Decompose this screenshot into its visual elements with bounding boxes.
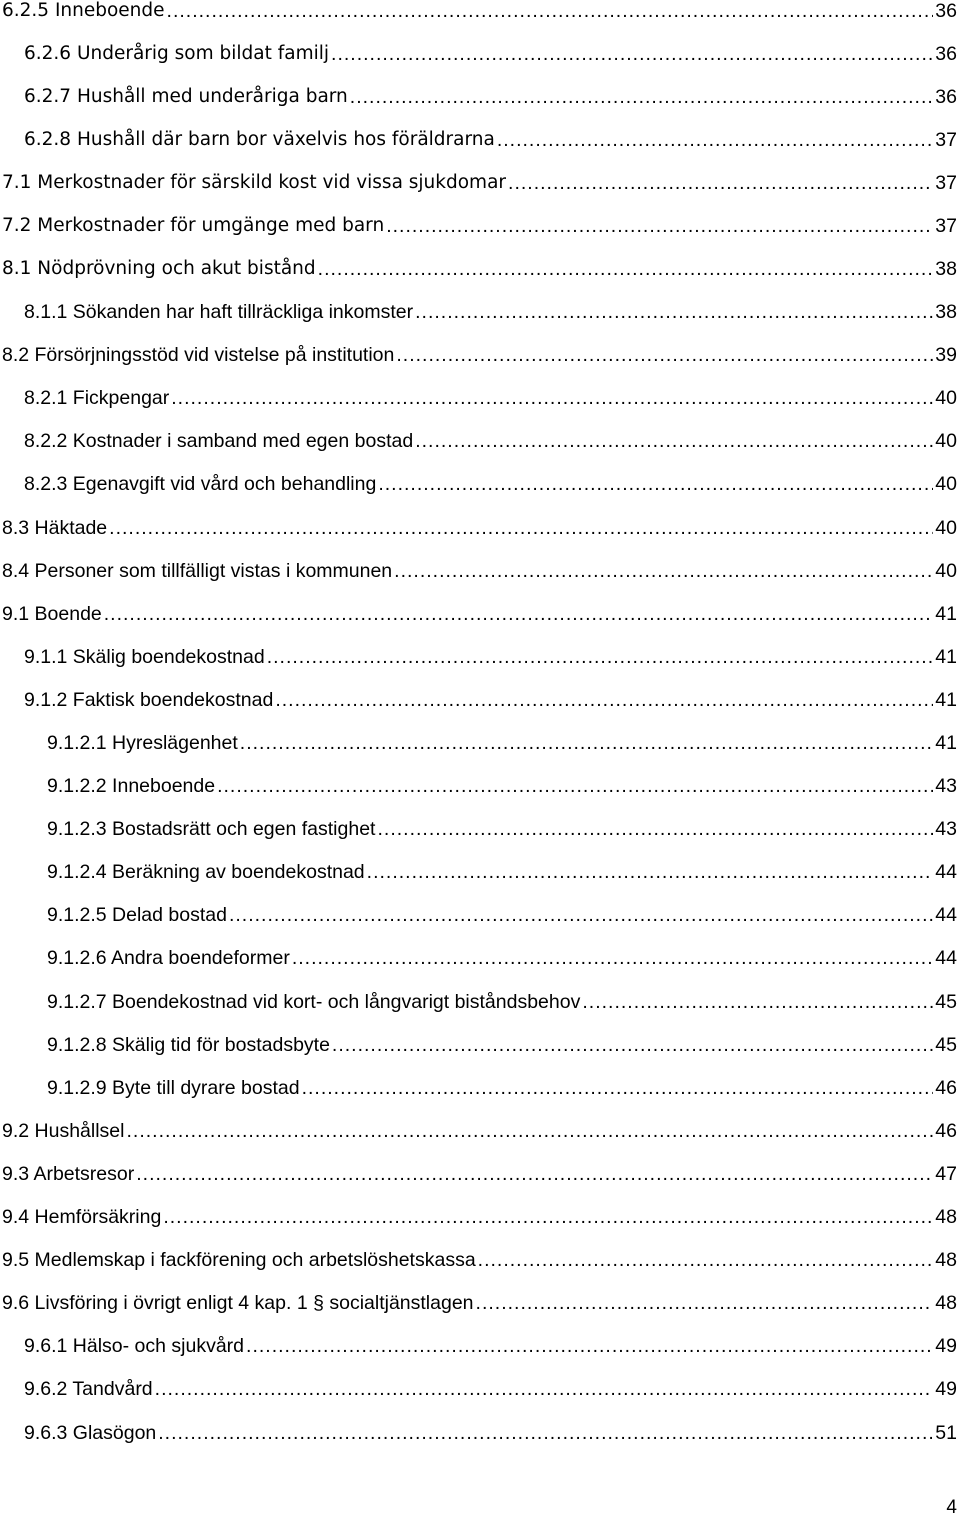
toc-entry-page: 46: [935, 1077, 957, 1099]
toc-entry-page: 44: [935, 861, 957, 883]
toc-entry-title: 7.2 Merkostnader för umgänge med barn: [2, 215, 385, 236]
toc-entry[interactable]: [47, 945, 957, 971]
toc-dot-leader: [126, 1118, 933, 1144]
toc-entry-page: 48: [935, 1249, 957, 1271]
toc-entry-title: 6.2.7 Hushåll med underåriga barn: [24, 86, 348, 107]
toc-entry-title: 9.1.2.7 Boendekostnad vid kort- och långvarigt biståndsbehov: [47, 991, 581, 1013]
toc-entry[interactable]: [2, 1290, 957, 1316]
toc-entry[interactable]: [24, 127, 957, 153]
toc-entry[interactable]: [47, 1032, 957, 1058]
toc-entry-page: 40: [935, 560, 957, 582]
toc-entry[interactable]: [2, 1247, 957, 1273]
toc-entry[interactable]: [2, 601, 957, 627]
toc-entry[interactable]: [24, 644, 957, 670]
toc-entry-page: 51: [935, 1422, 957, 1444]
toc-entry[interactable]: [24, 299, 957, 325]
toc-entry-title: 8.1.1 Sökanden har haft tillräckliga inkomster: [24, 301, 414, 323]
toc-dot-leader: [478, 1247, 934, 1273]
toc-entry-title: 9.6.2 Tandvård: [24, 1378, 153, 1400]
toc-dot-leader: [302, 1075, 934, 1101]
toc-dot-leader: [367, 859, 934, 885]
toc-entry-page: 41: [935, 603, 957, 625]
toc-entry-page: 43: [935, 775, 957, 797]
toc-entry[interactable]: [47, 773, 957, 799]
toc-entry[interactable]: [24, 41, 957, 67]
toc-entry-page: 40: [935, 387, 957, 409]
toc-entry[interactable]: [2, 1161, 957, 1187]
toc-entry-title: 8.3 Häktade: [2, 517, 108, 539]
toc-dot-leader: [217, 773, 933, 799]
toc-entry-title: 9.1.2.4 Beräkning av boendekostnad: [47, 861, 365, 883]
toc-entry[interactable]: [2, 1118, 957, 1144]
toc-entry-page: 43: [935, 818, 957, 840]
toc-dot-leader: [246, 1333, 933, 1359]
toc-dot-leader: [386, 213, 933, 239]
toc-dot-leader: [155, 1376, 934, 1402]
toc-entry-page: 48: [935, 1292, 957, 1314]
toc-dot-leader: [415, 428, 933, 454]
toc-entry-page: 40: [935, 430, 957, 452]
toc-entry-page: 47: [935, 1163, 957, 1185]
toc-entry-page: 41: [935, 689, 957, 711]
toc-dot-leader: [229, 902, 933, 928]
toc-entry-page: 37: [935, 129, 957, 151]
toc-entry-page: 40: [935, 473, 957, 495]
toc-dot-leader: [476, 1290, 934, 1316]
toc-entry-title: 8.2.3 Egenavgift vid vård och behandling: [24, 473, 377, 495]
toc-entry-title: 8.2.2 Kostnader i samband med egen bostad: [24, 430, 414, 452]
toc-dot-leader: [109, 515, 933, 541]
toc-entry-page: 49: [935, 1335, 957, 1357]
toc-entry-page: 36: [935, 43, 957, 65]
toc-entry-title: 9.1.2.2 Inneboende: [47, 775, 216, 797]
toc-entry[interactable]: [47, 730, 957, 756]
toc-dot-leader: [136, 1161, 933, 1187]
toc-entry[interactable]: [2, 342, 957, 368]
toc-entry[interactable]: [47, 1075, 957, 1101]
toc-entry-title: 8.1 Nödprövning och akut bistånd: [2, 258, 316, 279]
toc-dot-leader: [508, 170, 933, 196]
toc-entry-title: 6.2.5 Inneboende: [2, 0, 165, 21]
toc-entry[interactable]: [47, 816, 957, 842]
toc-entry-title: 8.4 Personer som tillfälligt vistas i kommunen: [2, 560, 393, 582]
toc-dot-leader: [396, 342, 933, 368]
toc-entry[interactable]: [2, 213, 957, 239]
toc-entry-title: 9.6.1 Hälso- och sjukvård: [24, 1335, 245, 1357]
toc-dot-leader: [167, 0, 934, 24]
toc-dot-leader: [378, 471, 933, 497]
toc-entry[interactable]: [24, 84, 957, 110]
toc-dot-leader: [171, 385, 933, 411]
toc-entry-page: 37: [935, 215, 957, 237]
toc-entry-page: 38: [935, 258, 957, 280]
toc-entry-title: 9.4 Hemförsäkring: [2, 1206, 162, 1228]
toc-entry[interactable]: [24, 1333, 957, 1359]
toc-entry-page: 44: [935, 904, 957, 926]
toc-dot-leader: [394, 558, 933, 584]
toc-entry-page: 39: [935, 344, 957, 366]
toc-entry-page: 38: [935, 301, 957, 323]
toc-dot-leader: [377, 816, 933, 842]
toc-entry-title: 9.1.2 Faktisk boendekostnad: [24, 689, 274, 711]
toc-entry-title: 9.5 Medlemskap i fackförening och arbetslöshetskassa: [2, 1249, 476, 1271]
toc-entry[interactable]: [24, 1376, 957, 1402]
toc-entry[interactable]: [2, 558, 957, 584]
toc-dot-leader: [240, 730, 934, 756]
toc-entry-title: 9.1 Boende: [2, 603, 102, 625]
toc-entry[interactable]: [47, 859, 957, 885]
toc-dot-leader: [332, 1032, 933, 1058]
toc-entry-page: 37: [935, 172, 957, 194]
toc-dot-leader: [582, 989, 933, 1015]
toc-entry-title: 8.2 Försörjningsstöd vid vistelse på institution: [2, 344, 395, 366]
toc-entry-title: 9.1.2.8 Skälig tid för bostadsbyte: [47, 1034, 330, 1056]
toc-entry[interactable]: [2, 1204, 957, 1230]
toc-dot-leader: [275, 687, 933, 713]
toc-entry-page: 45: [935, 991, 957, 1013]
toc-entry-page: 40: [935, 517, 957, 539]
toc-entry-title: 8.2.1 Fickpengar: [24, 387, 170, 409]
toc-entry[interactable]: [24, 385, 957, 411]
toc-dot-leader: [158, 1420, 933, 1446]
toc-entry[interactable]: [24, 471, 957, 497]
toc-entry[interactable]: [47, 902, 957, 928]
toc-entry-title: 9.1.1 Skälig boendekostnad: [24, 646, 265, 668]
toc-dot-leader: [497, 127, 933, 153]
toc-entry-title: 9.1.2.5 Delad bostad: [47, 904, 227, 926]
toc-dot-leader: [350, 84, 934, 110]
toc-dot-leader: [267, 644, 934, 670]
toc-entry[interactable]: [2, 170, 957, 196]
toc-entry[interactable]: [2, 256, 957, 282]
toc-entry-page: 49: [935, 1378, 957, 1400]
toc-entry-title: 9.1.2.6 Andra boendeformer: [47, 947, 290, 969]
toc-entry-title: 9.6 Livsföring i övrigt enligt 4 kap. 1 § socialtjänstlagen: [2, 1292, 474, 1314]
toc-entry-title: 9.1.2.3 Bostadsrätt och egen fastighet: [47, 818, 376, 840]
toc-entry-title: 7.1 Merkostnader för särskild kost vid vissa sjukdomar: [2, 172, 507, 193]
toc-entry[interactable]: [24, 428, 957, 454]
page-number: 4: [946, 1497, 957, 1518]
toc-entry-page: 45: [935, 1034, 957, 1056]
toc-entry-page: 41: [935, 646, 957, 668]
toc-dot-leader: [292, 945, 933, 971]
toc-entry[interactable]: [24, 1420, 957, 1446]
toc-entry[interactable]: [47, 989, 957, 1015]
toc-entry[interactable]: [24, 687, 957, 713]
toc-dot-leader: [163, 1204, 933, 1230]
toc-entry-title: 6.2.6 Underårig som bildat familj: [24, 43, 330, 64]
toc-entry-title: 6.2.8 Hushåll där barn bor växelvis hos föräldrarna: [24, 129, 495, 150]
toc-entry-title: 9.1.2.9 Byte till dyrare bostad: [47, 1077, 300, 1099]
toc-dot-leader: [318, 256, 934, 282]
toc-entry-page: 44: [935, 947, 957, 969]
toc-dot-leader: [104, 601, 934, 627]
toc-entry-page: 48: [935, 1206, 957, 1228]
toc-entry-title: 9.3 Arbetsresor: [2, 1163, 135, 1185]
toc-entry-page: 46: [935, 1120, 957, 1142]
toc-dot-leader: [415, 299, 933, 325]
toc-dot-leader: [331, 41, 933, 67]
toc-entry-page: 36: [935, 0, 957, 22]
toc-entry-title: 9.6.3 Glasögon: [24, 1422, 157, 1444]
toc-entry-title: 9.2 Hushållsel: [2, 1120, 125, 1142]
toc-entry[interactable]: [2, 0, 957, 24]
toc-entry[interactable]: [2, 515, 957, 541]
toc-entry-page: 36: [935, 86, 957, 108]
toc-entry-title: 9.1.2.1 Hyreslägenhet: [47, 732, 238, 754]
toc-entry-page: 41: [935, 732, 957, 754]
